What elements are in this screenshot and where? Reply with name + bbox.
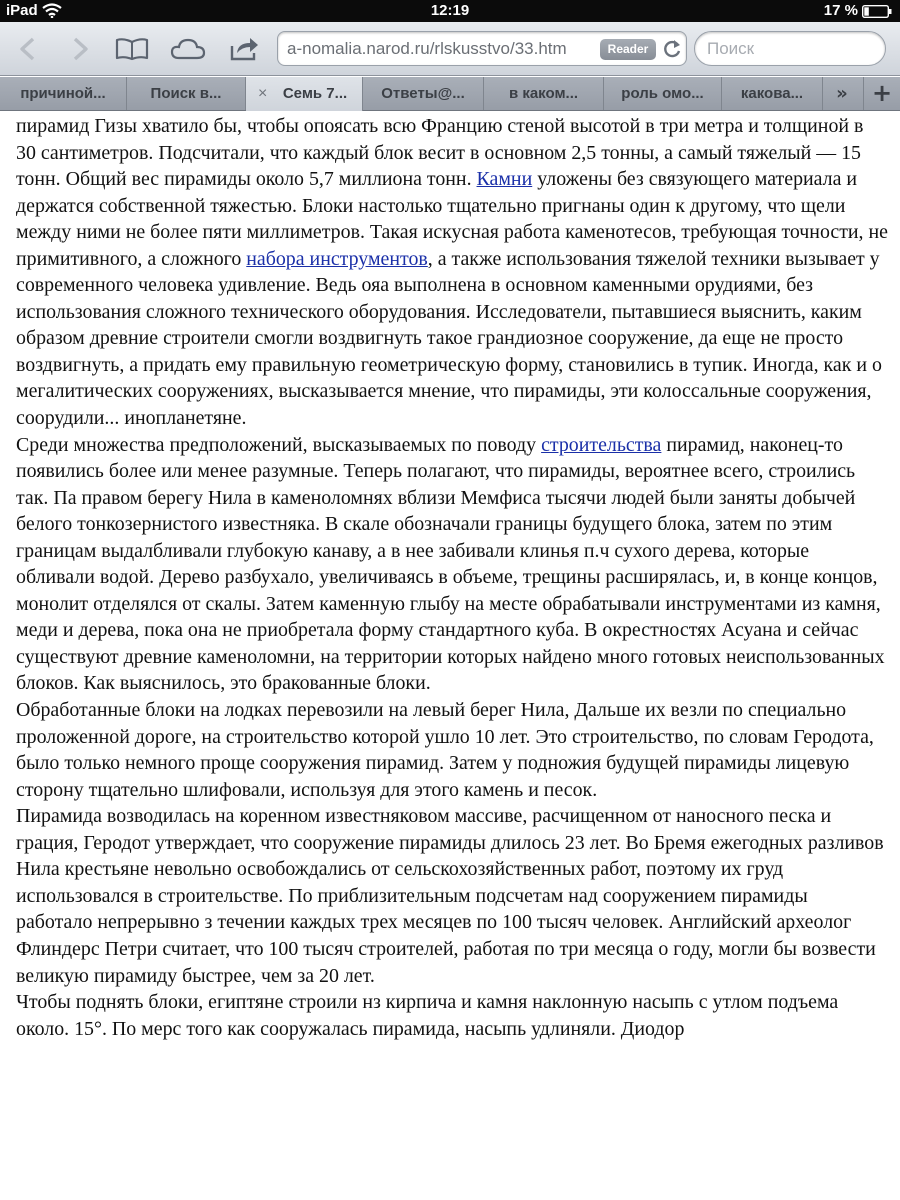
share-arrow-icon bbox=[228, 36, 260, 62]
forward-button[interactable] bbox=[62, 34, 98, 64]
more-tabs-button[interactable]: » bbox=[836, 83, 848, 104]
search-input[interactable] bbox=[694, 31, 886, 66]
cloud-icon bbox=[170, 37, 206, 61]
address-bar[interactable] bbox=[277, 31, 687, 66]
tab-label: причиной... bbox=[20, 85, 106, 102]
tab-5[interactable] bbox=[484, 77, 604, 110]
tab-label: роль омо... bbox=[621, 85, 704, 102]
clock: 12:19 bbox=[430, 2, 470, 19]
battery-percent: 17 % bbox=[823, 2, 858, 19]
tab-4[interactable] bbox=[363, 77, 484, 110]
tab-3-active[interactable] bbox=[246, 77, 363, 111]
link-stroitelstva[interactable]: строительства bbox=[541, 433, 662, 456]
tab-bar bbox=[0, 77, 900, 111]
tab-label: в каком... bbox=[508, 85, 579, 102]
icloud-tabs-button[interactable] bbox=[170, 34, 206, 64]
tab-label: Ответы@... bbox=[381, 85, 465, 102]
tab-label: Семь 7... bbox=[282, 85, 348, 102]
book-icon bbox=[115, 37, 149, 61]
article-body bbox=[16, 113, 888, 1042]
close-tab-icon[interactable]: × bbox=[258, 85, 268, 102]
paragraph-2 bbox=[16, 432, 888, 697]
link-nabora-instrumentov[interactable]: набора инструментов bbox=[246, 247, 428, 270]
paragraph-5: Чтобы поднять блоки, египтяне строили нз кирпича и камня наклонную насыпь с утлом подъема около. 15°. По мерс того как сооружалась пирамида, насыпь удлиняли. Диодор bbox=[16, 991, 839, 1040]
forward-arrow-icon bbox=[69, 37, 91, 61]
paragraph-4: Пирамида возводилась на коренном известняковом массиве, расчищенном от наносного песка и грация, Геродот утверждает, что сооружение пирамиды длилось 23 лет. Во Бремя ежегодных разливов Нила крестьяне невольно освобождались от сельскохозяйственных работ, поэтому их груд использовался в строительстве. По приблизительным подсчетам над сооружением пирамиды работало непрерывно з течении каждых трех месяцев по 100 тысяч человек. Английский археолог Флиндерс Петри считает, что 100 тысяч строителей, работая по три месяца о году, могли бы возвести великую пирамиду быстрее, чем за 20 лет. bbox=[16, 805, 884, 987]
web-page-content[interactable] bbox=[0, 112, 900, 1200]
paragraph-text: Среди множества предположений, высказываемых по поводу bbox=[16, 433, 542, 456]
tab-7[interactable] bbox=[722, 77, 823, 110]
reload-icon[interactable] bbox=[662, 38, 682, 60]
paragraph-1 bbox=[16, 113, 888, 432]
share-button[interactable] bbox=[226, 34, 262, 64]
paragraph-text: пирамид Гизы хватило бы, чтобы опоясать всю Францию стеной высотой в три метра и толщиной в 30 сантиметров. Подсчитали, что каждый блок весит в основном 2,5 тонны, а самый тяжелый — 15 тонн. Общий вес пирамиды около 5,7 миллиона тонн. bbox=[16, 115, 864, 191]
bookmarks-button[interactable] bbox=[114, 34, 150, 64]
tab-label: Поиск в... bbox=[150, 85, 222, 102]
reader-button[interactable]: Reader bbox=[600, 39, 656, 60]
paragraph-text: , а также использования тяжелой техники вызывает у современного человека удивление. Ведь ояа выполнена в основном каменными орудиями, без использования сложного технического оборудования. Исследователи, пытавшиеся выяснить, каким образом древние строители смогли воздвигнуть такое грандиозное сооружение, да еще не просто воздвигнуть, а придать ему правильную геометрическую форму, становились в тупик. Иногда, как и о мегалитических сооружениях, высказывается мнение, что пирамиды, эти колоссальные сооружения, соорудили... инопланетяне. bbox=[16, 247, 882, 430]
url-text[interactable]: a-nomalia.narod.ru/rlskusstvo/33.htm bbox=[287, 39, 567, 58]
battery-icon bbox=[862, 5, 892, 18]
tab-1[interactable] bbox=[0, 77, 127, 110]
paragraph-text: уложены без связующего материала и держатся собственной тяжестью. Блоки настолько тщательно пригнаны один к другому, что щели между ними не более пяти миллиметров. Такая искусная работа каменотесов, требующая точности, не примитивного, а сложного bbox=[16, 168, 888, 270]
link-kamni[interactable]: Камни bbox=[476, 168, 533, 191]
back-button[interactable] bbox=[10, 34, 46, 64]
browser-toolbar bbox=[0, 22, 900, 76]
tab-label: какова... bbox=[740, 85, 804, 102]
tab-2[interactable] bbox=[127, 77, 246, 110]
tab-6[interactable] bbox=[604, 77, 722, 110]
paragraph-3: Обработанные блоки на лодках перевозили на левый берег Нила, Дальше их везли по специально проложенной дороге, на строительство которой ушло 10 лет. Это строительство, по словам Геродота, было только немного проще сооружения пирамид. Затем у подножия будущей пирамиды лицевую сторону тщательно шлифовали, используя для этого камень и песок. bbox=[16, 699, 874, 801]
new-tab-button[interactable]: + bbox=[863, 77, 900, 110]
back-arrow-icon bbox=[17, 37, 39, 61]
paragraph-text: пирамид, наконец-то появились более или менее разумные. Теперь полагают, что пирамиды, вероятнее всего, строились так. Па правом берегу Нила в каменоломнях вблизи Мемфиса тысячи людей были заняты добычей белого тонкозернистого известняка. В скале обозначали границы будущего блока, затем по этим границам выдалбливали глубокую канаву, а в нее забивали клинья п.ч сухого дерева, которые обливали водой. Дерево разбухало, увеличиваясь в объеме, трещины расширялась, и, в конце концов, монолит отделялся от скалы. Затем каменную глыбу на месте обрабатывали инструментами из камня, меди и дерева, пока она не приобретала форму стандартного куба. В окрестностях Асуана и сейчас существуют древние каменоломни, на территории которых найдено много готовых неиспользованных блоков. Как выяснилось, это бракованные блоки. bbox=[16, 433, 885, 695]
carrier-label: iPad bbox=[6, 2, 38, 19]
status-bar bbox=[0, 0, 900, 22]
